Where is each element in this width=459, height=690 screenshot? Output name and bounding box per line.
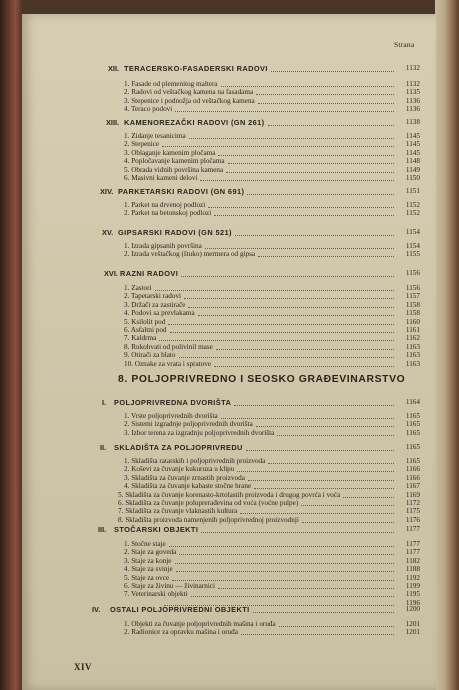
entry-page-number: 1182	[405, 556, 420, 565]
leader-dots	[191, 596, 394, 597]
toc-entry[interactable]: 3. Izbor terena za izgradnju poljoprivrednih dvorišta	[124, 428, 275, 437]
entry-page-number: 1136	[405, 105, 420, 114]
book-binding	[0, 0, 22, 690]
section-title[interactable]: GIPSARSKI RADOVI (GN 521)	[118, 228, 232, 237]
toc-entry[interactable]: 8. Rukohvati od polivinil mase	[124, 342, 213, 351]
toc-entry[interactable]: 2. Staje za goveda	[124, 548, 177, 557]
toc-entry[interactable]: 5. Staje za ovce	[124, 573, 170, 582]
leader-dots	[181, 276, 394, 277]
toc-entry[interactable]: 1. Objekti za čuvanje poljoprivrednih mašina i oruđa	[124, 620, 276, 628]
entry-page-number: 1145	[405, 132, 420, 140]
toc-entry[interactable]: 7. Kaldrma	[124, 334, 157, 343]
toc-entry[interactable]: 1. Izrada gipsanih površina	[124, 242, 202, 250]
section-title[interactable]: RAZNI RADOVI	[120, 269, 179, 278]
leader-dots	[175, 111, 394, 112]
leader-dots	[268, 125, 394, 126]
leader-dots	[188, 307, 394, 308]
entry-page-number: 1166	[405, 465, 420, 474]
entry-page-number: 1148	[405, 157, 420, 166]
toc-entry[interactable]: 6. Staje za živinu — živinarnici	[124, 582, 216, 590]
toc-entry[interactable]: 1. Fasade od plemenitog maltera	[124, 80, 218, 88]
leader-dots	[176, 571, 394, 572]
toc-entry[interactable]: 2. Parket na betonskoj podlozi	[124, 209, 212, 218]
section-title[interactable]: TERACERSKO-FASADERSKI RADOVI	[124, 64, 268, 73]
toc-entry[interactable]: 6. Masivni kameni delovi	[124, 174, 198, 182]
leader-dots	[268, 463, 394, 464]
leader-dots	[240, 513, 394, 514]
leader-dots	[162, 146, 394, 147]
toc-entry[interactable]: 4. Staje za svinje	[124, 565, 173, 574]
leader-dots	[343, 497, 394, 498]
section-title[interactable]: SKLADIŠTA ZA POLJOPRIVREDU	[114, 443, 243, 452]
toc-entry[interactable]: 1. Zidanje tesanicima	[124, 132, 186, 140]
section-number: I.	[102, 398, 107, 407]
section-page-number: 1156	[405, 269, 420, 277]
leader-dots	[254, 488, 394, 489]
leader-dots	[258, 103, 394, 104]
section-page-number: 1138	[405, 118, 420, 126]
leader-dots	[221, 86, 394, 87]
section-number: XIV.	[100, 187, 114, 196]
leader-dots	[155, 290, 394, 291]
entry-page-number: 1175	[405, 507, 420, 516]
entry-page-number: 1201	[405, 620, 420, 628]
toc-entry[interactable]: 2. Koševi za čuvanje kukuruza u klipu	[124, 465, 235, 474]
toc-entry[interactable]: 6. Skladišta za čuvanje poluprerađevina od voća (voćne pulpe)	[118, 499, 299, 507]
leader-dots	[198, 315, 394, 316]
entry-page-number: 1152	[405, 209, 420, 218]
leader-dots	[256, 94, 394, 95]
toc-entry[interactable]: 3. Staje za konje	[124, 556, 172, 565]
entry-page-number: 1135	[405, 88, 420, 97]
toc-entry[interactable]: 8. Skladišta proizvoda namenjenih poljoprivrednoj proizvodnji	[118, 515, 299, 524]
leader-dots	[271, 71, 394, 72]
leader-dots	[302, 522, 394, 523]
toc-entry[interactable]: 4. Popločavanje kamenim pločama	[124, 157, 225, 166]
section-title[interactable]: OSTALI POLJOPRIVREDNI OBJEKTI	[110, 605, 250, 614]
leader-dots	[216, 349, 394, 350]
leader-dots	[228, 163, 394, 164]
section-number: XII.	[108, 64, 120, 73]
leader-dots	[248, 480, 394, 481]
leader-dots	[214, 366, 394, 367]
section-title[interactable]: STOČARSKI OBJEKTI	[114, 525, 199, 534]
leader-dots	[170, 332, 394, 333]
leader-dots	[237, 471, 394, 472]
leader-dots	[277, 435, 394, 436]
leader-dots	[218, 155, 394, 156]
entry-page-number: 1188	[405, 565, 420, 574]
entry-page-number: 1145	[405, 148, 420, 157]
leader-dots	[241, 634, 394, 635]
entry-page-number: 1132	[405, 80, 420, 88]
entry-page-number: 1176	[405, 515, 420, 524]
toc-entry[interactable]: 2. Stepenice	[124, 140, 160, 149]
toc-content	[22, 14, 436, 690]
leader-dots	[258, 256, 394, 257]
entry-page-number: 1156	[405, 284, 420, 292]
page-edges	[435, 0, 459, 690]
entry-page-number: 1157	[405, 292, 420, 301]
toc-entry[interactable]: 1. Vrste poljoprivrednih dvorišta	[124, 412, 218, 420]
section-number: II.	[100, 443, 107, 452]
leader-dots	[247, 194, 394, 195]
leader-dots	[184, 298, 394, 299]
page-number: XIV	[74, 662, 93, 672]
section-number: III.	[98, 525, 107, 534]
entry-page-number: 1172	[405, 499, 420, 507]
section-title[interactable]: PARKETARSKI RADOVI (GN 691)	[118, 187, 245, 196]
entry-page-number: 1163	[405, 359, 420, 368]
toc-entry[interactable]: 4. Podovi sa prevlakama	[124, 309, 195, 318]
toc-entry[interactable]: 3. Stepenice i podnožja od veštačkog kamena	[124, 96, 255, 105]
leader-dots	[253, 612, 394, 613]
toc-entry[interactable]: 2. Tapetarski radovi	[124, 292, 182, 301]
toc-entry[interactable]: 3. Oblaganje kamenim pločama	[124, 148, 216, 157]
leader-dots	[221, 418, 394, 419]
toc-entry[interactable]: 5. Obrada vidnih površina kamena	[124, 165, 224, 174]
entry-page-number: 1158	[405, 309, 420, 318]
entry-page-number: 1165	[405, 428, 420, 437]
entry-page-number: 1152	[405, 201, 420, 209]
leader-dots	[179, 554, 394, 555]
leader-dots	[201, 532, 394, 533]
leader-dots	[189, 138, 394, 139]
toc-entry[interactable]: 2. Radionice za opravku mašina i oruđa	[124, 628, 238, 637]
toc-entry[interactable]: 2. Radovi od veštačkog kamena na fasadama	[124, 88, 254, 97]
toc-entry[interactable]: 1. Zastori	[124, 284, 152, 292]
entry-page-number: 1165	[405, 412, 420, 420]
leader-dots	[256, 426, 394, 427]
leader-dots	[226, 172, 394, 173]
entry-page-number: 1161	[405, 326, 420, 334]
entry-page-number: 1162	[405, 334, 420, 343]
leader-dots	[205, 248, 394, 249]
toc-entry[interactable]: 3. Skladišta za čuvanje zrnastih proizvoda	[124, 473, 245, 482]
entry-page-number: 1177	[405, 540, 420, 548]
entry-page-number: 1177	[405, 548, 420, 557]
toc-entry[interactable]: 1. Parket na drvenoj podlozi	[124, 201, 206, 209]
entry-page-number: 1166	[405, 473, 420, 482]
leader-dots	[168, 324, 394, 325]
toc-entry[interactable]: 10. Oznake za vrata i spratove	[124, 359, 212, 368]
entry-page-number: 1158	[405, 300, 420, 309]
section-number: XVI.	[104, 269, 118, 278]
toc-entry[interactable]: 7. Veterinarski objekti	[124, 590, 188, 599]
leader-dots	[172, 580, 394, 581]
leader-dots	[175, 563, 394, 564]
toc-entry[interactable]: 6. Asfaltni pod	[124, 326, 167, 334]
toc-entry[interactable]: 3. Držači za zastirače	[124, 300, 186, 309]
entry-page-number: 1199	[405, 582, 420, 590]
entry-page-number: 1195	[405, 590, 420, 599]
entry-page-number: 1150	[405, 174, 420, 182]
toc-entry[interactable]: 2. Izrada veštačkog (štuko) mermera od gipsa	[124, 250, 256, 259]
leader-dots	[246, 450, 394, 451]
entry-page-number: 1163	[405, 342, 420, 351]
section-page-number: 1200	[405, 605, 420, 613]
section-page-number: 1165	[405, 443, 420, 451]
strana-label: Strana	[394, 40, 415, 49]
section-page-number: 1132	[405, 64, 420, 72]
entry-page-number: 1149	[405, 165, 420, 174]
entry-page-number: 1167	[405, 482, 420, 491]
leader-dots	[208, 207, 394, 208]
leader-dots	[218, 588, 394, 589]
section-page-number: 1177	[405, 525, 420, 533]
entry-page-number: 1201	[405, 628, 420, 637]
entry-page-number: 1136	[405, 96, 420, 105]
entry-page-number: 1196	[405, 598, 420, 607]
entry-page-number: 1155	[405, 250, 420, 259]
leader-dots	[214, 215, 394, 216]
entry-page-number: 1154	[405, 242, 420, 250]
toc-entry[interactable]: 2. Sistemi izgradnje poljoprivrednih dvorišta	[124, 420, 253, 429]
toc-entry[interactable]: 5. Skladišta za čuvanje korenasto-krtolastih proizvoda i drugog povrća i voća	[118, 490, 341, 499]
leader-dots	[159, 340, 394, 341]
entry-page-number: 1160	[405, 317, 420, 326]
toc-entry[interactable]: 1. Skladišta ratarskih i poljoprivrednih proizvoda	[124, 457, 266, 465]
section-page-number: 1154	[405, 228, 420, 236]
section-title[interactable]: POLJOPRIVREDNA DVORIŠTA	[114, 398, 232, 407]
section-number: IV.	[92, 605, 101, 614]
entry-page-number: 1165	[405, 420, 420, 429]
section-number: XIII.	[106, 118, 120, 127]
leader-dots	[279, 626, 394, 627]
toc-entry[interactable]: 4. Teraco podovi	[124, 105, 173, 114]
toc-entry[interactable]: 1. Stočne staje	[124, 540, 166, 548]
section-page-number: 1151	[405, 187, 420, 195]
entry-page-number: 1163	[405, 351, 420, 360]
section-title[interactable]: KAMENOREZAČKI RADOVI (GN 261)	[124, 118, 265, 127]
entry-page-number: 1145	[405, 140, 420, 149]
chapter-8-title: 8. POLJOPRIVREDNO I SEOSKO GRAĐEVINARSTVO	[118, 374, 406, 385]
leader-dots	[235, 235, 394, 236]
book-page	[22, 14, 436, 690]
toc-entry[interactable]: 4. Skladišta za čuvanje kabaste stočne hrane	[124, 482, 252, 491]
section-page-number: 1164	[405, 398, 420, 406]
entry-page-number: 1192	[405, 573, 420, 582]
leader-dots	[179, 357, 395, 358]
toc-entry[interactable]: 9. Otirači za blato	[124, 351, 176, 360]
entry-page-number: 1165	[405, 457, 420, 465]
leader-dots	[169, 546, 394, 547]
leader-dots	[301, 505, 394, 506]
section-number: XV.	[102, 228, 114, 237]
leader-dots	[234, 405, 394, 406]
toc-entry[interactable]: 5. Ksilolit pod	[124, 317, 166, 326]
toc-entry[interactable]: 7. Skladišta za čuvanje vlaknastih kultura	[118, 507, 238, 516]
entry-page-number: 1169	[405, 490, 420, 499]
leader-dots	[200, 180, 394, 181]
